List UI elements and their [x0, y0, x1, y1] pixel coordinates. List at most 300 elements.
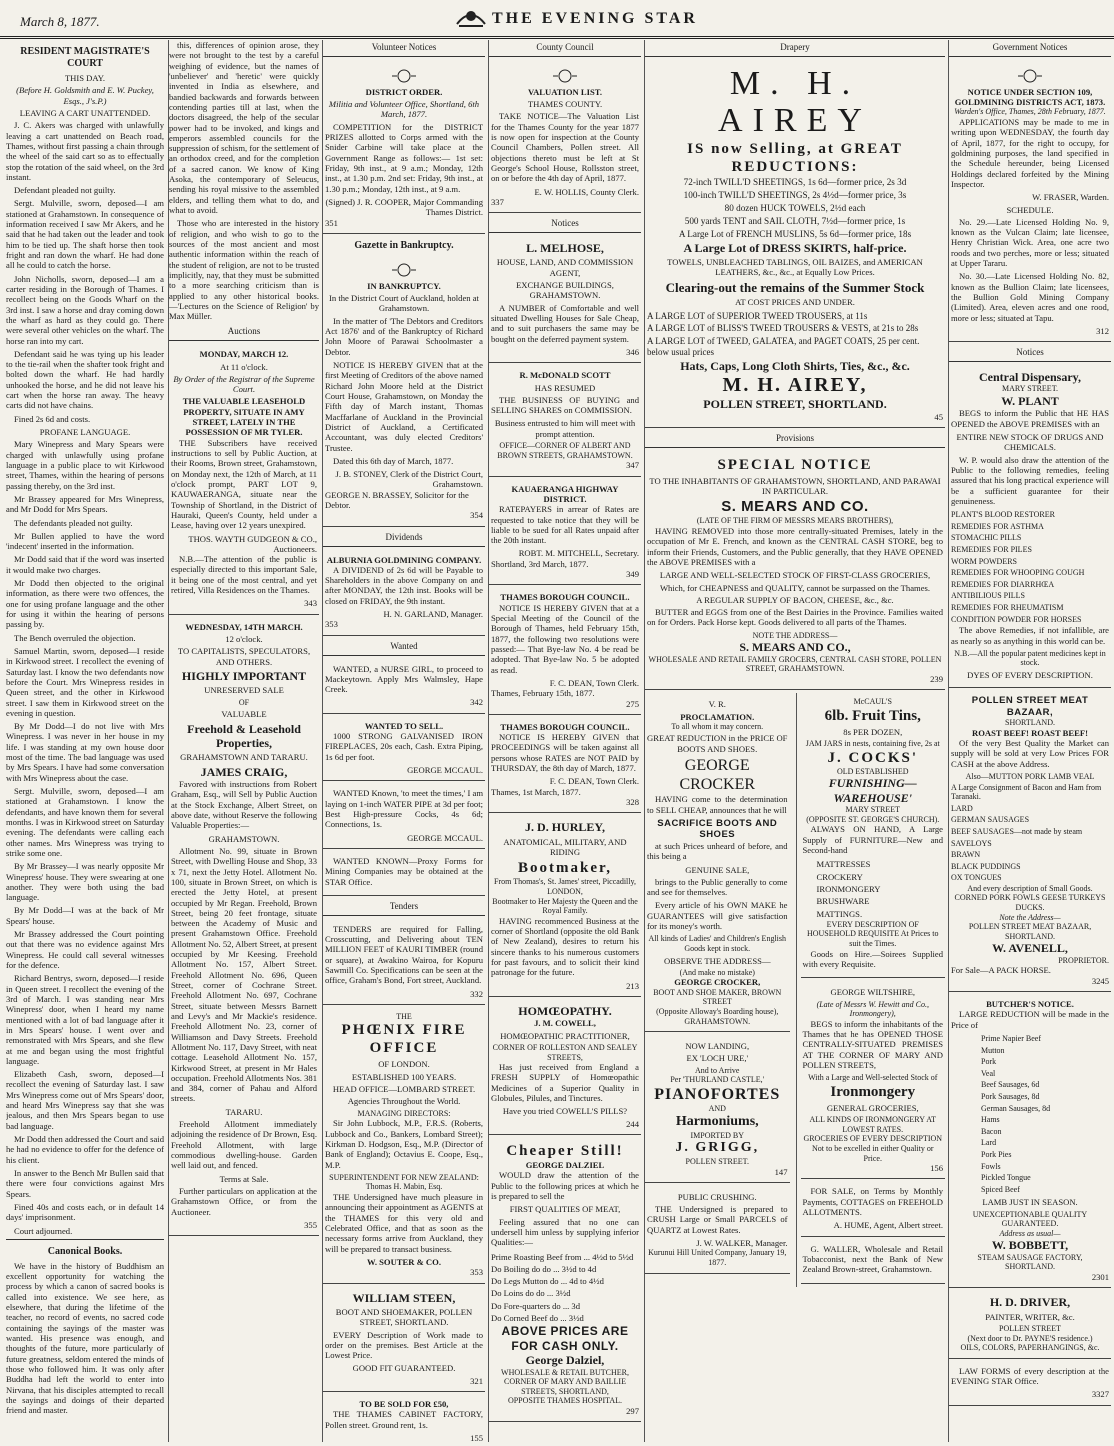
paragraph: Mr Brassey appeared for Mrs Winepress, and Mr Dodd for Mrs Spears.	[6, 493, 164, 515]
ad-headline: SPECIAL NOTICE	[717, 456, 873, 473]
ad-subtitle: DYES OF EVERY DESCRIPTION.	[967, 670, 1093, 680]
ad-subtitle: In the District Court of Auckland, holden at Grahamstown.	[329, 293, 479, 314]
ad-address: POLLEN STREET, SHORTLAND.	[703, 397, 887, 412]
ad-subtitle: AT COST PRICES AND UNDER.	[735, 297, 855, 308]
ad-date: Thames, 1st March, 1877.	[491, 786, 581, 797]
court-title: RESIDENT MAGISTRATE'S COURT	[20, 46, 150, 69]
ad-body: No. 30.—Late Licensed Holding No. 82, known as the Bullion Claim; late licensees, the Bullion Gold Mining Company (Limited). Area, eleven acres and one rood, more or less; situated at Tapu.	[951, 271, 1109, 323]
ad-subtitle: And every description of Small Goods.	[967, 883, 1093, 893]
ad-title: R. McDONALD SCOTT	[519, 370, 611, 381]
ad-body: EVERY Description of Work made to order on the premises. Best Article at the Lowest Price.	[325, 1329, 483, 1361]
airey-ad	[645, 61, 945, 428]
list-item: Mutton	[981, 1045, 1005, 1055]
list-item: Hams	[981, 1115, 1000, 1125]
ad-address: POLLEN STREET MEAT BAZAAR, SHORTLAND.	[968, 922, 1092, 941]
paragraph: Court adjourned.	[14, 1225, 73, 1236]
list-item: Veal	[981, 1068, 996, 1078]
column-auctions	[168, 40, 319, 1442]
court-day: THIS DAY.	[64, 73, 106, 83]
phoenix-ad	[323, 1008, 485, 1284]
ad-subtitle: TOWELS, UNBLEACHED TABLINGS, OIL BAIZES, and AMERICAN LEATHERS, &c., &c., at Equally Low Prices.	[667, 257, 923, 278]
page-header	[0, 0, 1114, 39]
auction-unreserved: UNRESERVED SALE	[204, 685, 284, 696]
ad-title: H. D. DRIVER,	[989, 1295, 1071, 1310]
ad-subtitle: BOOT AND SHOE MAKER, BROWN STREET	[653, 987, 782, 1007]
borough-ad	[489, 588, 641, 714]
paragraph: Mr Bullen applied to have the word 'indecent' inserted in the information.	[6, 530, 164, 552]
auction-date: MONDAY, MARCH 12.	[199, 349, 289, 360]
ad-subtitle: Have you tried COWELL'S PILLS?	[502, 1106, 628, 1117]
paragraph: By Mr Dodd—I do not live with Mrs Winepress. I was never in her house in my life. I was standing at my own house door most of the time. The bad language was used by Mrs Spears. I have had some conversation with Mrs Winepress about the case.	[6, 721, 164, 783]
wiltshire-ad	[801, 981, 946, 1179]
wanted-ad	[323, 784, 485, 849]
ad-body: BEGS to inform the Public that HE HAS OPENED the ABOVE PREMISES with an	[951, 408, 1109, 429]
auction-time: 12 o'clock.	[225, 634, 263, 645]
ad-headline: ROAST BEEF! ROAST BEEF!	[972, 727, 1088, 738]
paragraph: Samuel Martin, sworn, deposed—I reside in Kirkwood street. I recollect the evening of Saturday last. I know the two defendants now before the Court. Mrs Winepress resides in Queen street, and the other in Kirkwood street. I saw them in Kirkwood street on the evening in question.	[6, 645, 164, 718]
list-item: Do Corned Beef do ... 3½d	[491, 1313, 584, 1324]
column-volunteer	[322, 40, 485, 1442]
ad-number: 239	[930, 673, 943, 684]
section-auctions: Auctions	[169, 324, 319, 341]
ad-subtitle: ANATOMICAL, MILITARY, AND RIDING	[503, 836, 627, 858]
ad-note: N.B.—All the popular patent medicines kept in stock.	[954, 648, 1106, 668]
crocker-ad	[645, 693, 790, 1032]
ad-date: Thames, February 15th, 1877.	[491, 688, 595, 699]
ad-name: GEORGE DALZIEL	[525, 1160, 605, 1171]
ad-signature: F. C. DEAN, Town Clerk.	[549, 677, 639, 688]
ad-title: PUBLIC CRUSHING.	[677, 1191, 757, 1202]
auction-ad	[169, 345, 319, 615]
ad-number: 155	[470, 1433, 483, 1442]
divider	[6, 1239, 164, 1240]
ad-subtitle: HAS RESUMED	[534, 382, 596, 393]
mears-ad	[645, 452, 945, 691]
list-item: Prime Roasting Beef from ... 4½d to 5½d	[491, 1251, 634, 1262]
list-item: Bacon	[981, 1126, 1002, 1136]
ad-headline: Ironmongery	[830, 1083, 916, 1100]
ad-subtitle: THAMES COUNTY.	[527, 99, 603, 110]
ad-subtitle: SCHEDULE.	[1006, 204, 1054, 215]
ad-body: WANTED Known, 'to meet the times,' I am laying on 1-inch WATER PIPE at 3d per foot; Best High-pressure Cocks, 4s 6d; Connections, 1s.	[325, 788, 483, 830]
paragraph: By Mr Dodd—I was at the back of Mr Spears' house.	[6, 905, 164, 926]
ad-signature: ROBT. M. MITCHELL, Secretary.	[518, 548, 639, 559]
ad-address: POLLEN STREET	[999, 1323, 1061, 1333]
list-item: REMEDIES FOR PILES	[951, 545, 1032, 555]
ad-subtitle: (And make no mistake)	[679, 967, 755, 977]
ad-subtitle: SUPERINTENDENT FOR NEW ZEALAND: Thomas H. Mabin, Esq.	[329, 1172, 479, 1192]
case-heading: PROFANE LANGUAGE.	[39, 427, 131, 437]
list-item: CONDITION POWDER FOR HORSES	[951, 614, 1082, 624]
list-item: Prime Napier Beef	[981, 1033, 1041, 1043]
district-order-ad	[323, 61, 485, 234]
ad-body: brings to the Public generally to come and see for themselves.	[647, 876, 788, 898]
ad-signature: H. N. GARLAND, Manager.	[383, 609, 483, 620]
ad-subtitle: HEAD OFFICE—LOMBARD STREET.	[332, 1084, 476, 1095]
ad-subtitle: All kinds of Ladies' and Children's English Goods kept in stock.	[648, 934, 787, 953]
ad-subtitle: Hats, Caps, Long Cloth Shirts, Ties, &c., &c.	[680, 358, 910, 373]
ad-body: THE THAMES CABINET FACTORY, Pollen street. Ground rent, 1s.	[325, 1409, 483, 1430]
ad-title: TO BE SOLD FOR £50,	[359, 1399, 449, 1410]
ad-number: 213	[626, 980, 639, 991]
ad-headline: Harmoniums,	[675, 1113, 759, 1129]
section-notices: Notices	[489, 216, 641, 233]
ad-subtitle: BOOT AND SHOEMAKER, POLLEN STREET, SHORTLAND.	[335, 1306, 473, 1328]
ad-body: WANTED KNOWN—Proxy Forms for Mining Companies may be obtained at the STAR Office.	[325, 855, 483, 887]
ad-body: ALWAYS ON HAND, A Large Supply of FURNITURE—New and Second-hand	[802, 824, 943, 855]
ad-number: 337	[491, 196, 504, 207]
ad-body: Goods on Hire.—Soirees Supplied with every Requisite.	[802, 948, 943, 969]
bankruptcy-ad	[323, 255, 485, 527]
ad-number: 147	[774, 1166, 788, 1177]
meat-bazaar-ad	[949, 691, 1111, 992]
list-item: Lard	[981, 1138, 997, 1148]
ad-body: W. P. would also draw the attention of the Public to the following remedies, feeling assured that his long practical experience will be a sufficient guarantee for their genuineness.	[951, 454, 1109, 506]
ad-subtitle: IS now Selling, at GREAT REDUCTIONS:	[687, 140, 903, 175]
ad-address: SHORTLAND.	[1005, 1262, 1055, 1272]
ad-signature: W. FRASER, Warden.	[1032, 192, 1109, 203]
ad-address: OPPOSITE THAMES HOSPITAL.	[507, 1396, 623, 1406]
list-item: WORM POWDERS	[951, 556, 1018, 566]
ad-title: S. MEARS AND CO.	[721, 498, 869, 516]
ad-headline: GEORGE CROCKER	[679, 757, 756, 794]
ad-subtitle: WHOLESALE & RETAIL BUTCHER,	[501, 1367, 629, 1377]
ad-body: LAW FORMS of every description at the EVENING STAR Office.	[951, 1365, 1109, 1387]
list-item: REMEDIES FOR ASTHMA	[951, 521, 1044, 531]
auction-time: At 11 o'clock.	[220, 361, 268, 372]
auction-title: THE VALUABLE LEASEHOLD PROPERTY, SITUATE IN AMY STREET, LATELY IN THE POSSESSION OF MR TYLER.	[182, 396, 306, 438]
ad-subtitle: GROCERIES OF EVERY DESCRIPTION Not to be excelled in either Quality or Price.	[803, 1134, 943, 1163]
list-item: BRAWN	[951, 850, 981, 860]
auction-date: WEDNESDAY, 14TH MARCH.	[185, 621, 303, 632]
ad-signature: A. HUME, Agent, Albert street.	[833, 1220, 943, 1231]
list-item: SAVELOYS	[951, 838, 992, 848]
ad-number: 3245	[1091, 975, 1109, 986]
split-row	[645, 693, 945, 1286]
ad-body: The above Remedies, if not infallible, are as nearly so as anything in this world can be.	[951, 625, 1109, 646]
ad-signature: M. H. AIREY,	[722, 374, 868, 397]
paragraph: Mr Dodd then objected to the original information, as there were two offences, the one for using profane language and the other for using it within the hearing of persons passing by.	[6, 578, 164, 630]
ad-subtitle: EX 'LOCH URE,'	[686, 1053, 749, 1064]
ad-title: GEORGE WILTSHIRE,	[830, 987, 915, 998]
masthead: THE EVENING STAR	[492, 10, 698, 27]
ad-title: THAMES BOROUGH COUNCIL.	[500, 592, 630, 603]
ad-number: 275	[626, 698, 639, 709]
ad-number: 349	[626, 569, 639, 580]
ad-number: 297	[626, 1405, 639, 1416]
paragraph: By Mr Brassey—I was nearly opposite Mr Winepress' house. They were swearing at one another. They were both using the bad language.	[6, 861, 164, 903]
ad-title: PHŒNIX FIRE OFFICE	[341, 1022, 467, 1057]
list-item: Pork Sausages, 8d	[981, 1091, 1040, 1101]
ad-number: 45	[934, 411, 943, 422]
ad-headline: SACRIFICE BOOTS AND SHOES	[657, 818, 778, 841]
ad-number: 353	[325, 619, 338, 630]
paragraph: We have in the history of Buddhism an excellent opportunity for watching the process by which a canon of sacred books is called into existence. We see here, as elsewhere, that during the lifetime of the teacher, no record of events, no sacred code containing the sayings of the master was wanted. His presence was enough, and thoughts of the future, more particularly of future greatness, seldom entered the minds of those who followed him. It was only after Buddha had left the world to enter into Nirvana, that his disciples attempted to recall the sayings and doings of their departed friend and master.	[6, 1260, 164, 1416]
hume-ad	[801, 1182, 946, 1236]
list-item: STOMACHIC PILLS	[951, 533, 1022, 543]
ad-body: NOTICE IS HEREBY GIVEN that at the first Meeting of Creditors of the above named Richard John Moore held at the District Court House, Grahamstown, on Monday the Fifth day of March instant, Thomas Macffarlane of Auckland in the Provincial District of Auckland, a Certificated Accountant, was duly elected Creditors' Trustee.	[325, 360, 483, 453]
list-item: 500 yards TENT and SAIL CLOTH, 7½d—former price, 1s	[684, 215, 906, 226]
paragraph: Mr Dodd said that if the word was inserted it would make two charges.	[6, 554, 164, 575]
ad-date: Warden's Office, Thames, 28th February, 1877.	[954, 107, 1106, 117]
borough-ad	[489, 718, 641, 814]
tender-ad	[323, 920, 485, 1005]
ad-subtitle: AND	[708, 1104, 726, 1114]
auction-note: N.B.—The attention of the public is especially directed to this important Sale, it being one of the most central, and yet retired, Villa Residences on the Thames.	[171, 554, 317, 596]
section-government: Government Notices	[949, 40, 1111, 57]
steen-ad	[323, 1287, 485, 1393]
ad-title: WILLIAM STEEN,	[352, 1290, 456, 1305]
paragraph: Fined 40s and costs each, or in default 14 days' imprisonment.	[6, 1201, 164, 1223]
list-item: 72-inch TWILL'D SHEETINGS, 1s 6d—former price, 2s 3d	[683, 176, 907, 187]
crushing-ad	[645, 1186, 790, 1274]
crest-icon	[455, 4, 487, 30]
ad-subtitle: OLD ESTABLISHED	[836, 766, 909, 776]
ad-subtitle: STEAM SAUSAGE FACTORY,	[977, 1252, 1083, 1262]
list-item: ANTIBILIOUS PILLS	[951, 591, 1025, 601]
list-item: Do Legs Mutton do ... 4d to 4½d	[491, 1276, 604, 1287]
ad-headline: ABOVE PRICES ARE FOR CASH ONLY.	[501, 1324, 629, 1353]
paragraph: Mr Brassey addressed the Court pointing out that there was no evidence against Mrs Winepress. He could call several witnesses for the defence.	[6, 929, 164, 970]
ad-title: L. MELHOSE,	[526, 241, 604, 256]
section-notices: Notices	[949, 345, 1111, 362]
ad-subtitle: LARGE AND WELL-SELECTED STOCK OF FIRST-CLASS GROCERIES,	[659, 570, 931, 581]
ad-subtitle: ALL KINDS OF IRONMONGERY AT LOWEST RATES.	[809, 1115, 937, 1134]
list-item: BEEF SAUSAGES—not made by steam	[951, 826, 1083, 836]
ad-subtitle: GENERAL GROCERIES,	[826, 1102, 919, 1113]
ad-signature: F. C. DEAN, Town Clerk.	[549, 776, 639, 787]
ad-subtitle: GENUINE SALE,	[685, 864, 750, 875]
ad-number: 244	[626, 1118, 639, 1129]
ad-body: THE Undersigned have much pleasure in announcing their appointment as AGENTS at the THAMES for this very old and Celebrated Office, and that as soon as the necessary forms arrive from Auckland, they will be prepared to transact business.	[325, 1192, 483, 1254]
wanted-ad	[323, 852, 485, 896]
list-item: A Large Lot of FRENCH MUSLINS, 5s 6d—former price, 18s	[678, 228, 912, 239]
ad-signature: J. B. STONEY, Clerk of the District Court, Grahamstown.	[335, 469, 483, 490]
auction-of: OF	[238, 697, 250, 707]
list-item: Beef Sausages, 6d	[981, 1080, 1040, 1090]
ad-signature: E. W. HOLLIS, County Clerk.	[534, 186, 639, 197]
list-item: GERMAN SAUSAGES	[951, 815, 1030, 825]
issue-date: March 8, 1877.	[20, 14, 100, 29]
ad-address: CORNER OF MARY AND BAILLIE STREETS, SHORTLAND,	[504, 1377, 626, 1396]
list-item: Do Boiling do do ... 3½d to 4d	[491, 1263, 597, 1274]
list-item: REMEDIES FOR DIARRHŒA	[951, 579, 1055, 589]
ad-title: J. COCKS'	[827, 749, 918, 766]
ad-subtitle: And to Arrive	[695, 1065, 740, 1075]
ad-subtitle: NOW LANDING,	[685, 1041, 750, 1052]
ad-signature: George Dalziel,	[525, 1353, 605, 1368]
ad-number: 351	[325, 217, 338, 228]
ad-body: Has just received from England a FRESH SUPPLY of Homœopathic Medicines of a Superior Quality in Globules, Pilules, and Tinctures.	[491, 1062, 639, 1104]
list-item: Fowls	[981, 1161, 1001, 1171]
auction-terms: Terms at Sale.	[219, 1173, 269, 1184]
list-item: CROCKERY	[816, 871, 863, 882]
ad-title: VALUATION LIST.	[527, 86, 603, 97]
ad-title: WANTED TO SELL.	[364, 720, 444, 731]
ad-body: HAVING come to the determination to SELL CHEAP, announces that he will	[647, 794, 788, 815]
ad-headline: Clearing-out the remains of the Summer Stock	[665, 279, 925, 295]
fruit-tins-ad	[801, 693, 946, 978]
ad-pretitle: THE	[396, 1011, 412, 1021]
ad-date: Kurunui Hill United Company, January 19, 1877.	[648, 1248, 787, 1267]
sale-ad	[323, 1395, 485, 1442]
ad-address: CORNER OF ROLLESTON AND SEALEY STREETS,	[492, 1042, 638, 1062]
ad-body: RATEPAYERS in arrear of Rates are requested to take notice that they will be liable to be sued for all Rates unpaid after the 20th instant.	[491, 504, 639, 546]
ad-body: THE Undersigned is prepared to CRUSH Large or Small PARCELS of QUARTZ at Lowest Rates.	[647, 1204, 788, 1235]
ad-title: Central Dispensary,	[979, 370, 1081, 385]
ad-name: W. PLANT	[1001, 394, 1059, 409]
ad-headline: M. H. AIREY	[718, 64, 872, 140]
ad-body: NOTICE IS HEREBY GIVEN that at a Special Meeting of the Council of the Borough of Thames, held February 15th, 1877, the following two resolutions were passed:— That Bye-law No. 4 be read be adopted. That Bye-law No. 5 be adopted as read.	[491, 602, 639, 675]
ad-headline: 6lb. Fruit Tins,	[824, 707, 921, 724]
column-drapery	[644, 40, 945, 1442]
cowell-ad	[489, 1000, 641, 1135]
column-county	[488, 40, 641, 1442]
remedy-list	[951, 509, 1109, 625]
ad-body: A DIVIDEND of 2s 6d will be Payable to Shareholders in the above Company on and after MONDAY, the 12th inst. Books will be closed on FRIDAY, the 9th instant.	[325, 564, 483, 606]
section-wanted: Wanted	[323, 639, 485, 656]
ad-number: 347	[626, 460, 639, 471]
auction-to: TO CAPITALISTS, SPECULATORS, AND OTHERS.	[177, 646, 311, 667]
ad-title: J. D. HURLEY,	[525, 820, 605, 835]
item-list	[951, 782, 1109, 884]
ad-number: 353	[470, 1267, 483, 1278]
ad-subtitle: GOOD FIT GUARANTEED.	[352, 1363, 456, 1374]
paragraph: Mary Winepress and Mary Spears were charged with unlawfully using profane language in a public place to wit Kirkwood street, Thames, within the hearing of persons passing thereby, on the 3rd inst.	[6, 439, 164, 491]
ad-signature: GEORGE MCCAUL.	[407, 832, 483, 843]
ad-title: THAMES BOROUGH COUNCIL.	[500, 721, 630, 732]
ad-number: 343	[304, 598, 317, 609]
ad-subtitle: A REGULAR SUPPLY OF BACON, CHEESE, &c., &c.	[696, 594, 894, 605]
royal-arms-icon	[551, 67, 579, 85]
ad-subtitle: With a Large and Well-selected Stock of	[808, 1073, 938, 1083]
paragraph: John Nicholls, sworn, deposed—I am a carter residing in the Borough of Thames. I recollect being on the Goods Wharf on the 3rd inst. I saw a horse and dray coming down the wharf as hard as they could go. There were several other vehicles on the wharf. The horse ran into my cart.	[6, 273, 164, 346]
ad-subtitle: HOUSE, LAND, AND COMMISSION AGENT,	[496, 257, 634, 278]
list-item: MATTRESSES	[816, 859, 871, 870]
auction-valuable: VALUABLE	[221, 709, 267, 720]
ad-address: MARY STREET.	[1001, 384, 1058, 394]
butcher-ad	[949, 995, 1111, 1288]
ad-body: For Sale—A PACK HORSE.	[951, 965, 1051, 976]
dividend-ad	[323, 551, 485, 636]
ad-headline: PIANOFORTES	[654, 1085, 781, 1103]
ad-number: 354	[470, 510, 483, 521]
ad-subtitle: FIRST QUALITIES OF MEAT,	[509, 1204, 621, 1215]
ad-subtitle: Also—MUTTON PORK LAMB VEAL	[965, 771, 1095, 781]
list-item: Pork	[981, 1057, 997, 1067]
ad-number: 312	[1096, 325, 1109, 336]
ad-signature: W. BOBBETT,	[991, 1238, 1069, 1253]
wanted-ad	[323, 660, 485, 714]
ad-address: (Opposite Alloway's Boarding house), GRAHAMSTOWN.	[656, 1006, 779, 1026]
ad-address: OFFICE—CORNER OF ALBERT AND BROWN STREETS, GRAHAMSTOWN.	[497, 441, 633, 460]
price-list	[491, 1251, 639, 1325]
ad-number: 346	[626, 346, 639, 357]
auction-location: GRAHAMSTOWN AND TARARU.	[180, 752, 308, 763]
ad-body: 1000 STRONG GALVANISED IRON FIREPLACES, 20s each, Cash. Extra Piping, 1s 6d per foot.	[325, 731, 483, 762]
ad-body: THE BUSINESS OF BUYING and SELLING SHARES on COMMISSION.	[491, 394, 639, 416]
section-volunteer: Volunteer Notices	[323, 40, 485, 57]
ad-subtitle: OILS, COLORS, PAPERHANGINGS, &c.	[960, 1343, 1100, 1353]
auction-signature: THOS. WAYTH GUDGEON & CO., Auctioneers.	[188, 533, 317, 554]
ad-title: HOMŒOPATHY.	[518, 1003, 612, 1018]
ad-signature: GEORGE CROCKER,	[674, 977, 761, 988]
ad-subtitle: 8s PER DOZEN,	[843, 726, 903, 737]
ad-number: 328	[626, 797, 639, 808]
ad-note: Note the Address—	[999, 912, 1061, 922]
ad-body: A NUMBER of Comfortable and well situated Dwelling Houses for Sale Cheap, and to suit purchasers the same may be bought on the deferred payment system.	[491, 302, 639, 344]
list-item: PLANT'S BLOOD RESTORER	[951, 510, 1055, 520]
ad-subtitle: JAM JARS in nests, containing five, 2s at	[805, 739, 940, 749]
ad-body: BUTTER and EGGS from one of the Best Dairies in the Province. Families waited on for Orders. Pack Horse kept. Goods delivered to all parts of the Thames.	[647, 607, 943, 628]
ad-pretitle: McCAUL'S	[853, 697, 892, 707]
paragraph: Those who are interested in the history of religion, and who wish to go to the sources of the most ancient and most authentic information within the reach of the student of religion, are not to be trusted implicitly, nay, that they must be submitted to a more searching criticism than is applied to any other historical books.—'Lectures on the Science of Religion' by Max Müller.	[169, 218, 319, 322]
section-dividends: Dividends	[323, 530, 485, 547]
paragraph: In answer to the Bench Mr Bullen said that there were four convictions against Mrs Spears.	[6, 1167, 164, 1199]
ad-number: 342	[470, 697, 483, 708]
ad-date: Dated this 6th day of March, 1877.	[333, 455, 454, 466]
ad-title: ALBURNIA GOLDMINING COMPANY.	[326, 554, 482, 565]
ad-signature: W. SOUTER & CO.	[367, 1256, 441, 1267]
ad-number: 355	[304, 1219, 317, 1230]
price-list	[647, 310, 943, 359]
ad-subtitle: (LATE OF THE FIRM OF MESSRS MEARS BROTHERS),	[696, 516, 894, 526]
ad-address: MARY STREET	[845, 805, 901, 815]
ad-name: J. M. COWELL,	[534, 1018, 596, 1029]
ad-date: Shortland, 3rd March, 1877.	[491, 558, 589, 569]
ad-number: 156	[930, 1163, 943, 1174]
ad-signature: J. W. WALKER, Manager.	[696, 1238, 788, 1249]
ad-body: LARGE REDUCTION will be made in the Price of	[951, 1009, 1109, 1030]
section-county: County Council	[489, 40, 641, 57]
ad-subtitle: (Late of Messrs W. Hewitt and Co., Ironmongery),	[816, 999, 929, 1019]
ad-subtitle: Business entrusted to him will meet with prompt attention.	[494, 418, 636, 439]
auction-properties: Freehold & Leasehold Properties,	[187, 721, 301, 750]
ad-body: TAKE NOTICE—The Valuation List for the Thames County for the year 1877 is now open for inspection at the County Council Chambers, Pollen street. All objections thereto must be left at St George's School House, Rollsston street, on or before the 4th day of April, 1877.	[491, 111, 639, 184]
auction-body: THE Subscribers have received instructions to sell by Public Auction, at their Rooms, Brown street, Grahamstown, on Monday next, the 12th of March, at 11 o'clock prompt, PART LOT 9, KAUWAERANGA, situate near the Township of Shortland, in the District of Hauraki, Queen's County, held under a Lease, having over 12 years unexpired.	[171, 437, 317, 531]
paragraph: J. C. Akers was charged with unlawfully leaving a cart unattended on Beach road, Thames, without first passing a chain through the wheel of the said cart so as to effectually stop the rotation of the said wheel, on the 3rd instant.	[6, 120, 164, 182]
list-item: REMEDIES FOR RHEUMATISM	[951, 603, 1064, 612]
hurley-ad	[489, 816, 641, 997]
ad-signature: S. MEARS AND CO.,	[739, 640, 851, 655]
ad-headline: Bootmaker,	[517, 860, 613, 877]
paragraph: Sergt. Mulville, sworn, deposed—I am stationed at Grahamstown. I know the defendants, and have known them for several months. I was in Kirkwood street on Saturday evening. The defendants were calling each other names. Mrs Winepress was trying to strike some one.	[6, 786, 164, 858]
melhose-ad	[489, 237, 641, 363]
ad-subtitle: GREAT REDUCTION in the PRICE OF BOOTS AND SHOES.	[647, 733, 788, 754]
paragraph: Sergt. Mulville, sworn, deposed—I am stationed at Grahamstown. In consequence of information received I saw Mr Akers, and he said that he had taken out the leader and took him to be tied up. The shaft horse then took fright and ran down the wharf. He had done all he could to catch the horse.	[6, 198, 164, 271]
ad-body: Feeling assured that no one can undersell him unless by supplying inferior Qualities:—	[491, 1216, 639, 1248]
column-court	[6, 40, 164, 1442]
ad-body: COMPETITION for the DISTRICT PRIZES allotted to Corps armed with the Snider Carbine will take place at the Government Range as follows:— 1st set: Friday, 9th inst., at 9 a.m.; Monday, 12th inst., at 1.30 p.m. 2nd set: Friday, 9th inst., at 1.30 p.m.; Monday, 12th inst., at 9 a.m.	[325, 121, 483, 194]
list-item: MATTINGS.	[816, 908, 863, 919]
ad-subtitle: Per 'THURLAND CASTLE,'	[670, 1075, 765, 1085]
auction-ad	[169, 618, 319, 1236]
highway-ad	[489, 480, 641, 586]
ad-subtitle: PROPRIETOR.	[1058, 955, 1109, 965]
ad-body: Sir John Lubbock, M.P., F.R.S. (Roberts, Lubbock and Co., Bankers, Lombard Street); Kirkman D. Hodgson, Esq., M.P. (Director of Bank of England); Octavius E. Coope, Esq., M.P.	[325, 1118, 483, 1170]
ad-body: HAVING recommenced Business at the corner of Shortland (opposite the old Bank of New Zealand), desires to return his sincere thanks to his numerous customers for past favours, and to solicit their kind patronage for the future.	[491, 915, 639, 978]
auction-subhead: GRAHAMSTOWN.	[208, 833, 280, 844]
wanted-ad	[323, 717, 485, 782]
paragraph: Elizabeth Cash, sworn, deposed—I recollect the evening of Saturday last. I saw Mrs Winepress come out of Mrs Spears' door, and heard Mrs Winepress say that she was jealous, and then Mrs Spears began to use bad language.	[6, 1069, 164, 1131]
paragraph: Richard Bentrys, sworn, deposed—I reside in Queen street. I recollect the evening of the 3rd of March. I was standing near Mrs Winepress' door, when I heard my name mentioned with a lot of bad language after it in Mrs Spears' house. I went over and remonstrated with Mrs Spears, and she flew at me and began using the most frightful language.	[6, 973, 164, 1066]
waller-ad	[801, 1240, 946, 1284]
list-item: OX TONGUES	[951, 873, 1002, 883]
ad-body: No. 29.—Late Licensed Holding No. 9, known as the Vulcan Claim; late licensee, Henry Christian Wick. Area, one acre two roods and two perches, more or less; situated at Upper Tararu.	[951, 216, 1109, 269]
ad-subtitle: Militia and Volunteer Office, Shortland, 6th March, 1877.	[328, 99, 480, 120]
price-list	[647, 176, 943, 241]
section-provisions: Provisions	[645, 431, 945, 448]
